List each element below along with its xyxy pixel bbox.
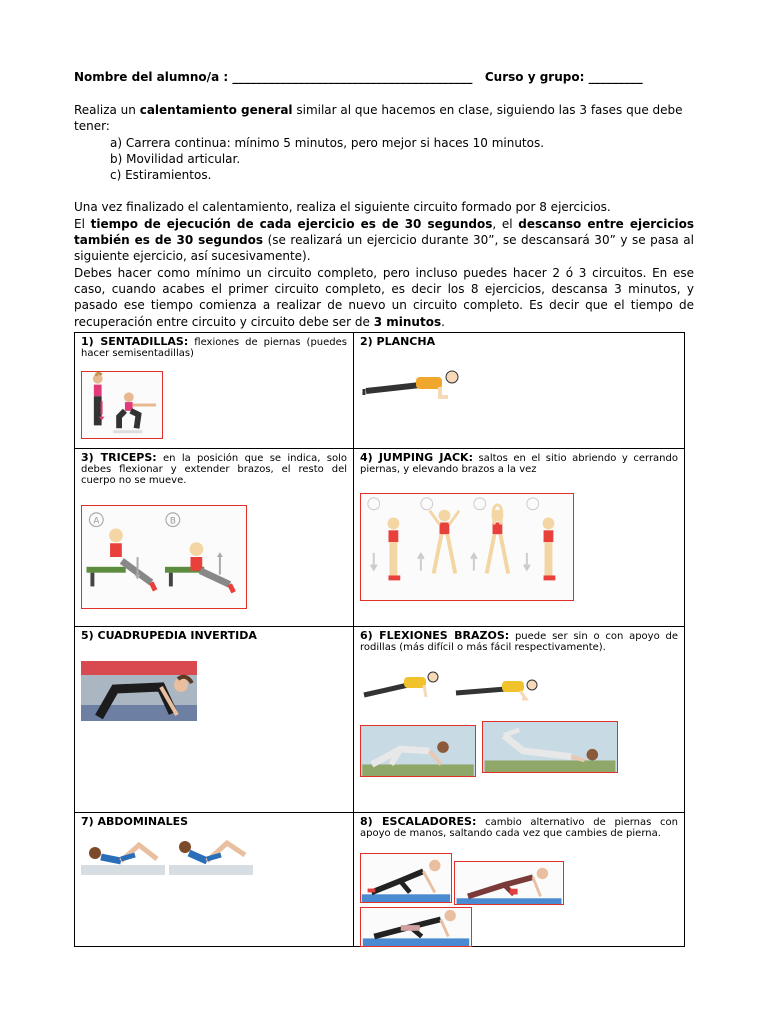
exercise-table	[74, 332, 685, 947]
climber-illustration-3	[360, 907, 472, 947]
group-label: Curso y grupo:	[484, 70, 589, 84]
exercise-cell-2: 2) PLANCHA	[354, 333, 685, 449]
exercise-cell-4: 4) JUMPING JACK: saltos en el sitio abriendo y cerrando piernas, y elevando brazos a la vez	[354, 449, 685, 627]
name-label: Nombre del alumno/a :	[74, 70, 233, 84]
timing-paragraph: El tiempo de ejecución de cada ejercicio es de 30 segundos, el descanso entre ejercicios también es de 30 segundos (se realizará un ejercicio durante 30”, se descansará 30” y se pasa al siguiente ejercicio, así sucesivamente).	[74, 216, 694, 264]
exercise-cell-6: 6) FLEXIONES BRAZOS: puede ser sin o con apoyo de rodillas (más difícil o más fácil respectivamente).	[354, 627, 685, 813]
knee-pushup-photo-1	[360, 725, 476, 777]
crunches-illustration	[81, 831, 253, 875]
jumping-jack-illustration	[360, 493, 574, 601]
exercise-cell-5: 5) CUADRUPEDIA INVERTIDA	[75, 627, 354, 813]
knee-pushup-photo-2	[482, 721, 618, 773]
svg-text:A: A	[93, 516, 100, 527]
plank-illustration	[360, 367, 462, 401]
student-header	[74, 70, 643, 84]
phase-b: b) Movilidad articular.	[110, 151, 241, 166]
exercise-cell-7: 7) ABDOMINALES	[75, 813, 354, 947]
climber-illustration-2	[454, 861, 564, 905]
climber-illustration-1	[360, 853, 452, 903]
reverse-tabletop-illustration	[81, 661, 197, 721]
svg-text:B: B	[169, 516, 176, 527]
rounds-paragraph: Debes hacer como mínimo un circuito completo, pero incluso puedes hacer 2 ó 3 circuitos. En ese caso, cuando acabes el primer circuito completo, es decir los 8 ejercicios, descansa 3 minutos, y pasado ese tiempo comienza a realizar de nuevo un circuito completo. Es decir que el tiempo de recuperación entre circuito y circuito debe ser de 3 minutos.	[74, 265, 694, 329]
pushup-plank-illustration	[360, 669, 444, 701]
exercise-cell-1: 1) SENTADILLAS: flexiones de piernas (puedes hacer semisentadillas)	[75, 333, 354, 449]
squat-illustration	[81, 371, 163, 439]
name-blank[interactable]: ________________________________________	[232, 70, 473, 84]
triceps-illustration	[81, 505, 247, 609]
exercise-cell-8: 8) ESCALADORES: cambio alternativo de piernas con apoyo de manos, saltando cada vez que cambies de pierna.	[354, 813, 685, 947]
phase-c: c) Estiramientos.	[110, 168, 212, 183]
warmup-paragraph: Realiza un calentamiento general similar al que hacemos en clase, siguiendo las 3 fases que debe tener:	[74, 103, 683, 134]
exercise-cell-3: 3) TRICEPS: en la posición que se indica, solo debes flexionar y extender brazos, el resto del cuerpo no se mueve. A B	[75, 449, 354, 627]
circuit-paragraph: Una vez finalizado el calentamiento, realiza el siguiente circuito formado por 8 ejercicios.	[74, 200, 611, 215]
pushup-lowered-illustration	[452, 671, 542, 701]
group-blank[interactable]: _________	[588, 70, 643, 84]
instructions	[74, 102, 694, 330]
phase-a: a) Carrera continua: mínimo 5 minutos, pero mejor si haces 10 minutos.	[110, 135, 545, 150]
